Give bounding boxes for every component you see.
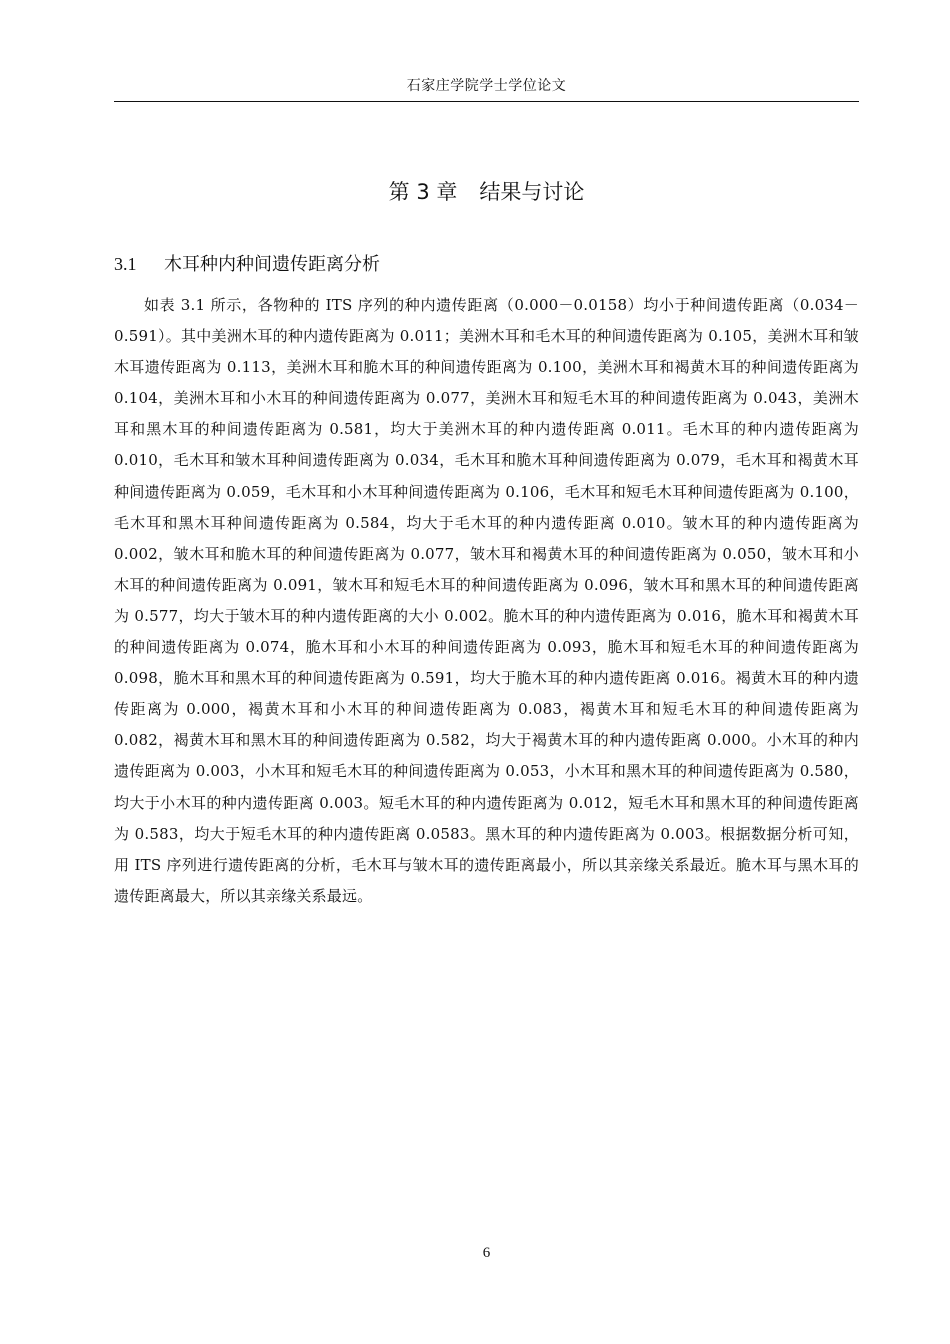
section-number: 3.1 <box>114 254 137 274</box>
section-heading <box>114 250 859 279</box>
section-name: 木耳种内种间遗传距离分析 <box>164 254 380 275</box>
header-divider <box>114 101 859 102</box>
chapter-title <box>114 176 859 208</box>
running-header: 石家庄学院学士学位论文 <box>406 78 567 94</box>
body-paragraph: 如表 3.1 所示，各物种的 ITS 序列的种内遗传距离（0.000－0.0158）均小于种间遗传距离（0.034－0.591）。其中美洲木耳的种内遗传距离为 0.011；美洲木耳和毛木耳的种间遗传距离为 0.105，美洲木耳和皱木耳遗传距离为 0.113，美洲木耳和脆木耳的种间遗传距离为 0.100，美洲木耳和褐黄木耳的种间遗传距离为 0.104，美洲木耳和小木耳的种间遗传距离为 0.077，美洲木耳和短毛木耳的种间遗传距离为 0.043，美洲木耳和黑木耳的种间遗传距离为 0.581，均大于美洲木耳的种内遗传距离 0.011。毛木耳的种内遗传距离为 0.010，毛木耳和皱木耳种间遗传距离为 0.034，毛木耳和脆木耳种间遗传距离为 0.079，毛木耳和褐黄木耳种间遗传距离为 0.059，毛木耳和小木耳种间遗传距离为 0.106，毛木耳和短毛木耳种间遗传距离为 0.100，毛木耳和黑木耳种间遗传距离为 0.584，均大于毛木耳的种内遗传距离 0.010。皱木耳的种内遗传距离为 0.002，皱木耳和脆木耳的种间遗传距离为 0.077，皱木耳和褐黄木耳的种间遗传距离为 0.050，皱木耳和小木耳的种间遗传距离为 0.091，皱木耳和短毛木耳的种间遗传距离为 0.096，皱木耳和黑木耳的种间遗传距离为 0.577，均大于皱木耳的种内遗传距离的大小 0.002。脆木耳的种内遗传距离为 0.016，脆木耳和褐黄木耳的种间遗传距离为 0.074，脆木耳和小木耳的种间遗传距离为 0.093，脆木耳和短毛木耳的种间遗传距离为 0.098，脆木耳和黑木耳的种间遗传距离为 0.591，均大于脆木耳的种内遗传距离 0.016。褐黄木耳的种内遗传距离为 0.000，褐黄木耳和小木耳的种间遗传距离为 0.083，褐黄木耳和短毛木耳的种间遗传距离为 0.082，褐黄木耳和黑木耳的种间遗传距离为 0.582，均大于褐黄木耳的种内遗传距离 0.000。小木耳的种内遗传距离为 0.003，小木耳和短毛木耳的种间遗传距离为 0.053，小木耳和黑木耳的种间遗传距离为 0.580，均大于小木耳的种内遗传距离 0.003。短毛木耳的种内遗传距离为 0.012，短毛木耳和黑木耳的种间遗传距离为 0.583，均大于短毛木耳的种内遗传距离 0.0583。黑木耳的种内遗传距离为 0.003。根据数据分析可知，用 ITS 序列进行遗传距离的分析，毛木耳与皱木耳的遗传距离最小，所以其亲缘关系最近。脆木耳与黑木耳的遗传距离最大，所以其亲缘关系最远。 <box>114 296 859 905</box>
chapter-number: 第 3 章 <box>388 180 458 204</box>
page-number: 6 <box>482 1245 491 1261</box>
chapter-name: 结果与讨论 <box>479 180 585 204</box>
